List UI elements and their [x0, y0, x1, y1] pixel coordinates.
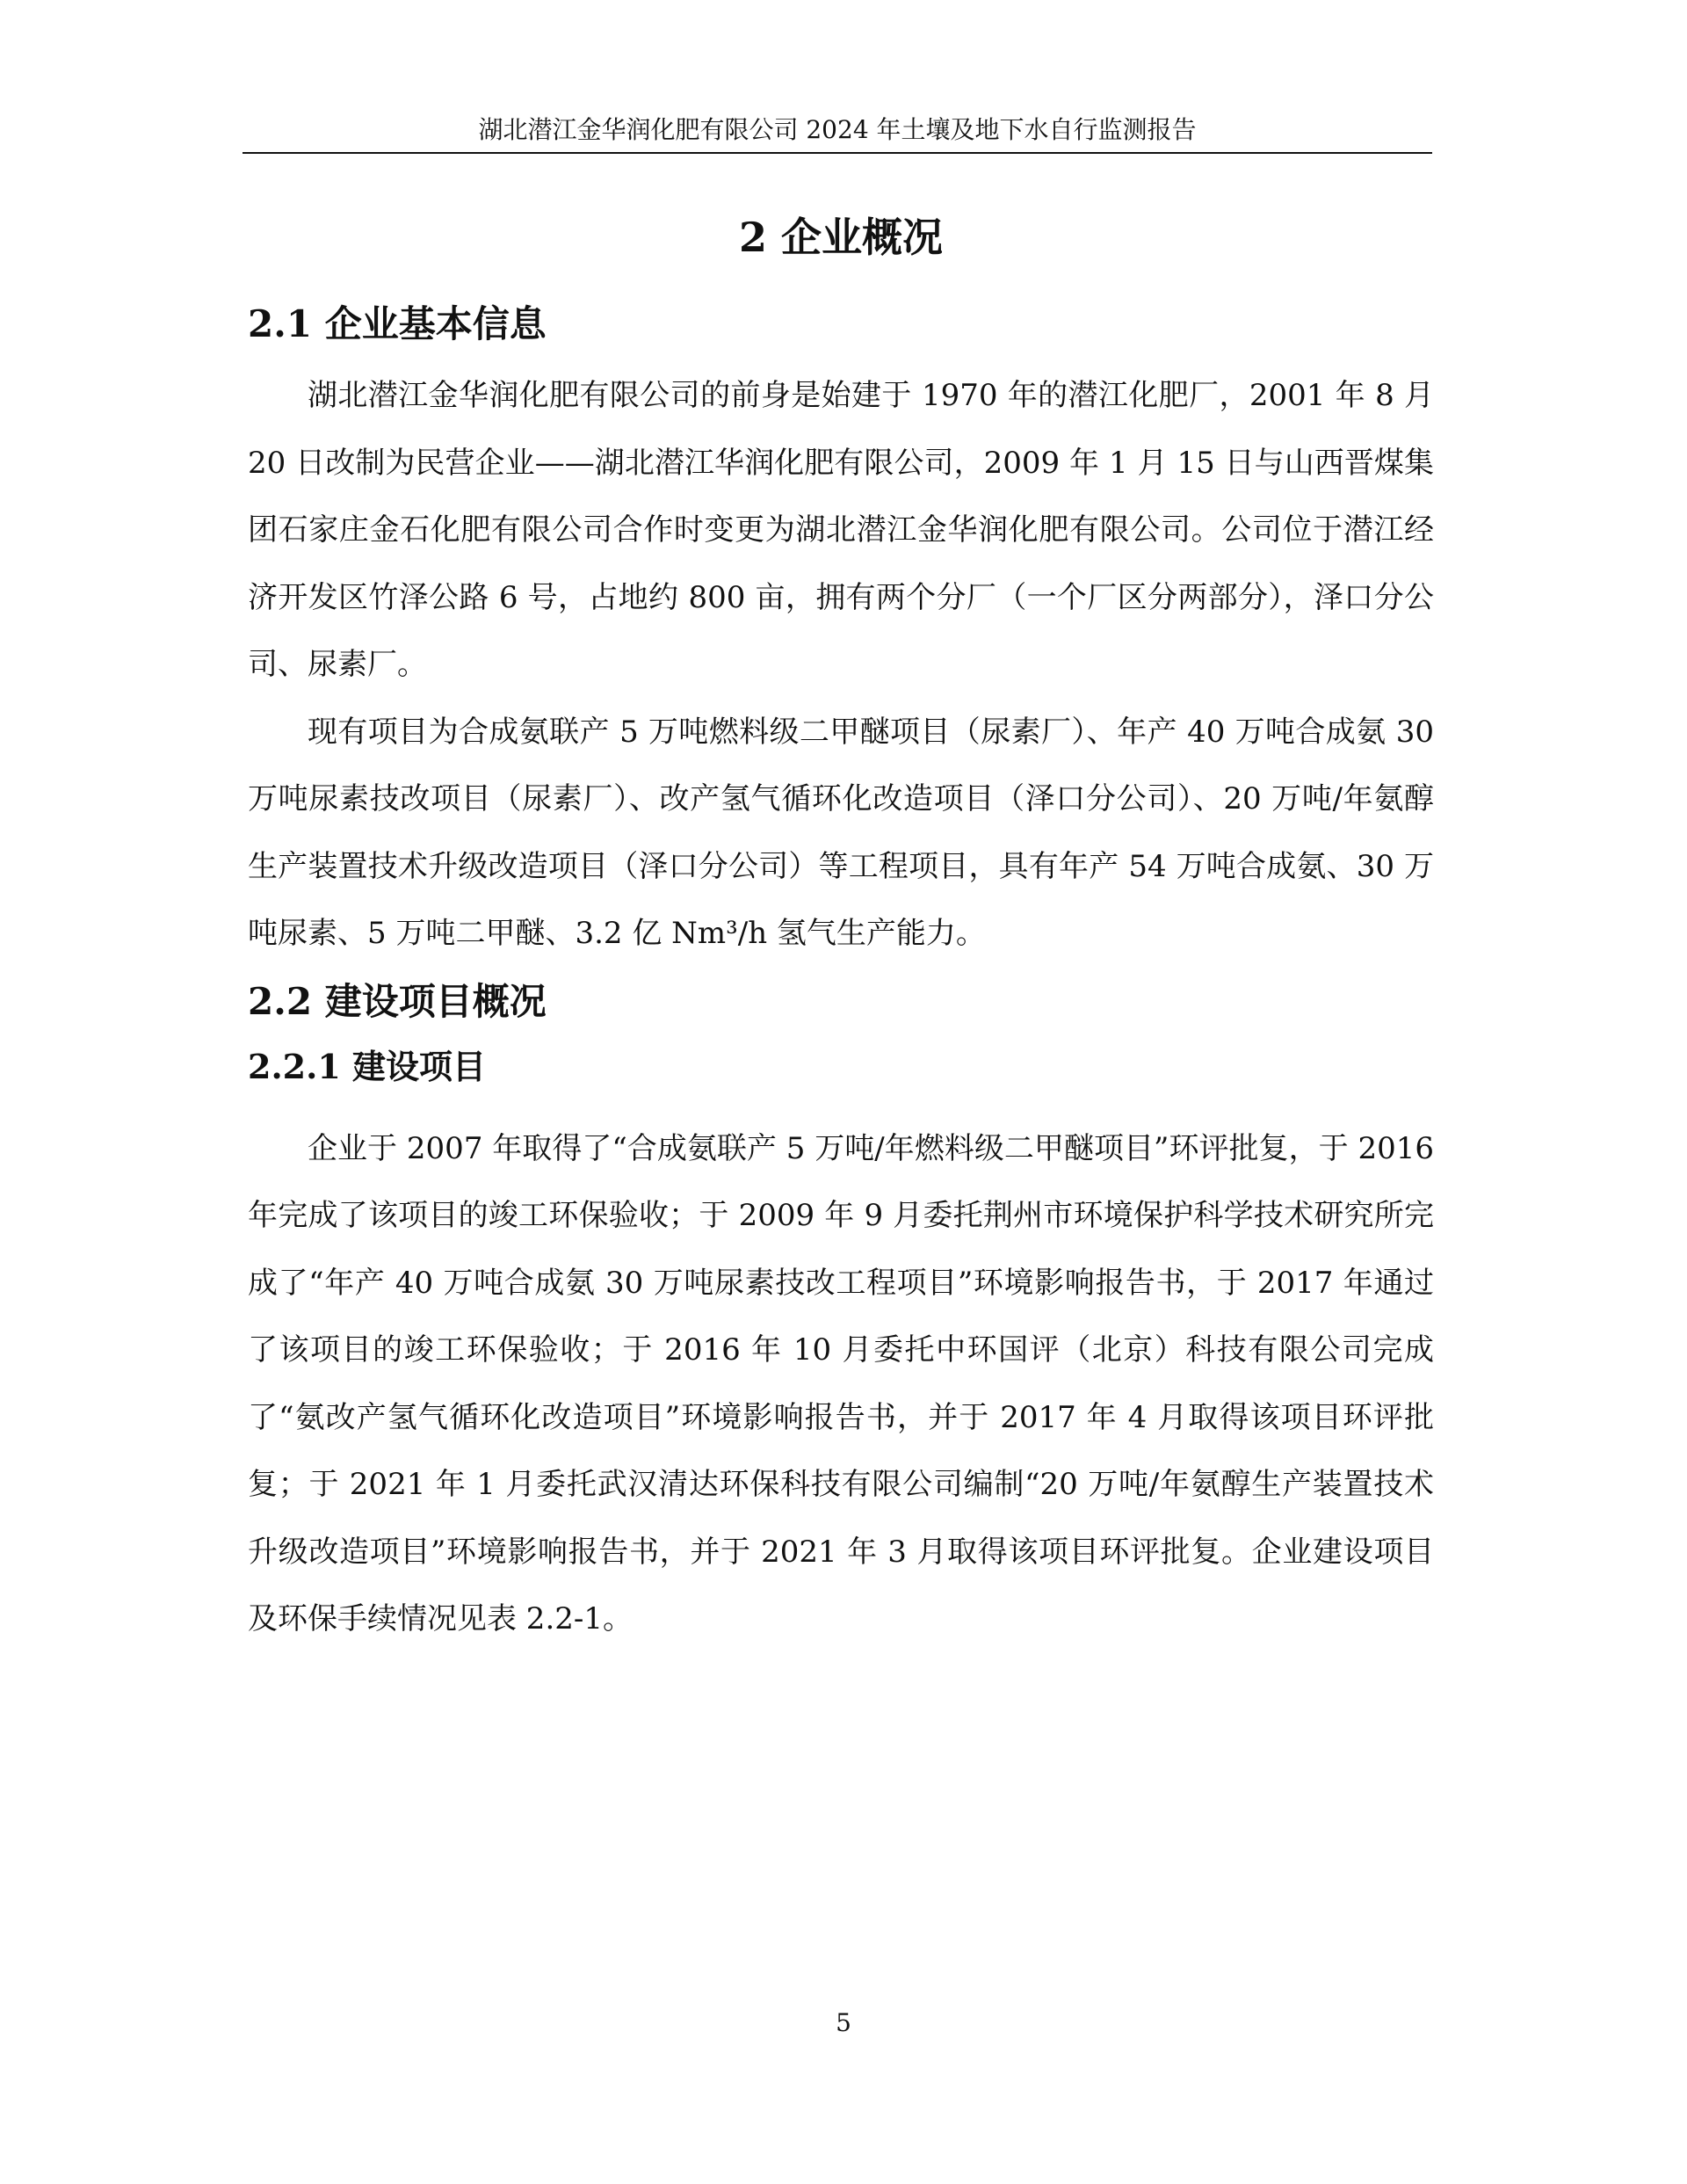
- construction-projects-paragraph: 企业于 2007 年取得了“合成氨联产 5 万吨/年燃料级二甲醚项目”环评批复，于 2016 年完成了该项目的竣工环保验收；于 2009 年 9 月委托荆州市环境保护科学技术研究所完成了“年产 40 万吨合成氨 30 万吨尿素技改工程项目”环境影响报告书，于 2017 年通过了该项目的竣工环保验收；于 2016 年 10 月委托中环国评（北京）科技有限公司完成了“氨改产氢气循环化改造项目”环境影响报告书，并于 2017 年 4 月取得该项目环评批复；于 2021 年 1 月委托武汉清达环保科技有限公司编制“20 万吨/年氨醇生产装置技术升级改造项目”环境影响报告书，并于 2021 年 3 月取得该项目环评批复。企业建设项目及环保手续情况见表 2.2-1。: [248, 1130, 1434, 1636]
- page-number: 5: [836, 2008, 851, 2037]
- page-header-title: 湖北潜江金华润化肥有限公司 2024 年土壤及地下水自行监测报告: [478, 115, 1197, 144]
- document-body: [248, 202, 1434, 1653]
- header-divider: [243, 152, 1432, 154]
- section-2-2-heading: 2.2 建设项目概况: [248, 979, 547, 1023]
- chapter-title: 2 企业概况: [738, 214, 944, 261]
- section-2-1-heading: 2.1 企业基本信息: [248, 302, 547, 345]
- section-2-2-1-heading: 2.2.1 建设项目: [248, 1046, 487, 1086]
- company-basic-info-paragraph: 湖北潜江金华润化肥有限公司的前身是始建于 1970 年的潜江化肥厂，2001 年 8 月 20 日改制为民营企业——湖北潜江华润化肥有限公司，2009 年 1 月 15 日与山西晋煤集团石家庄金石化肥有限公司合作时变更为湖北潜江金华润化肥有限公司。公司位于潜江经济开发区竹泽公路 6 号，占地约 800 亩，拥有两个分厂（一个厂区分两部分），泽口分公司、尿素厂。: [248, 378, 1434, 682]
- existing-projects-paragraph: 现有项目为合成氨联产 5 万吨燃料级二甲醚项目（尿素厂）、年产 40 万吨合成氨 30 万吨尿素技改项目（尿素厂）、改产氢气循环化改造项目（泽口分公司）、20 万吨/年氨醇生产装置技术升级改造项目（泽口分公司）等工程项目，具有年产 54 万吨合成氨、30 万吨尿素、5 万吨二甲醚、3.2 亿 Nm³/h 氢气生产能力。: [248, 714, 1434, 951]
